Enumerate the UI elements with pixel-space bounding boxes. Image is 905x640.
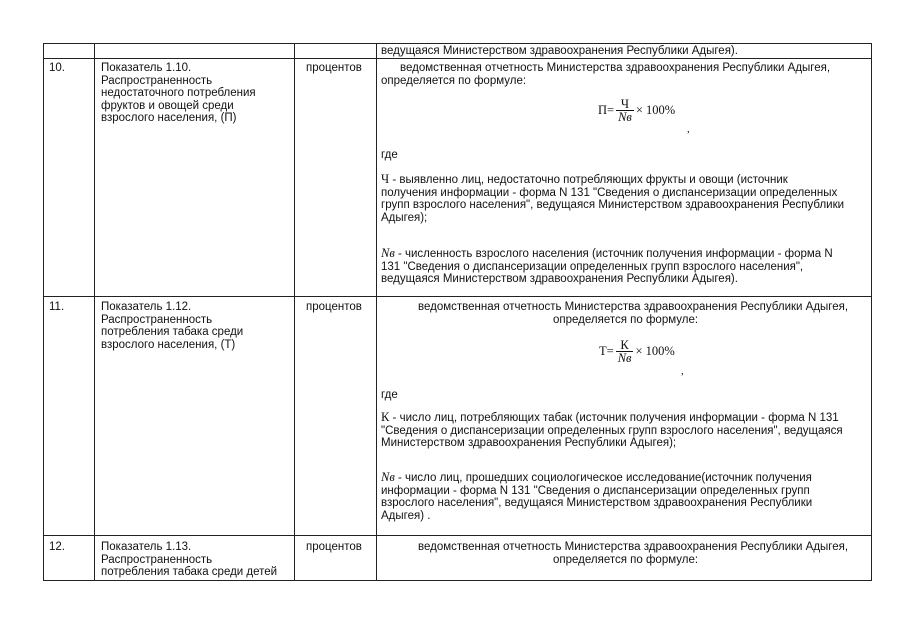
indicator-name: Показатель 1.13. Распространенность потребления табака среди детей	[101, 541, 278, 578]
table-rule	[43, 58, 872, 59]
unit: процентов	[306, 301, 362, 313]
intro-line: ведомственная отчетность Министерства здравоохранения Республики Адыгея,	[418, 541, 849, 553]
unit: процентов	[306, 62, 362, 74]
continuation-text: ведущаяся Министерством здравоохранения Республики Адыгея).	[381, 45, 738, 57]
definition: Nв - число лиц, прошедших социологическое исследование(источник получения информации - форма N 131 "Сведения о диспансеризации определенных групп взрослого населения", ведущаяся Министерством здравоохранения Республики Адыгея) .	[381, 470, 813, 522]
table-rule	[871, 43, 872, 581]
formula: Т= $\frac{К}{Nв}$ × 100%	[599, 338, 675, 365]
indicator-name: Показатель 1.12. Распространенность потребления табака среди взрослого населения, (Т)	[101, 301, 244, 351]
table-rule	[43, 580, 872, 581]
row-number: 12.	[49, 541, 65, 553]
indicator-name: Показатель 1.10. Распространенность недостаточного потребления фруктов и овощей среди взрослого населения, (П)	[101, 62, 256, 124]
formula-comma: ,	[687, 123, 690, 135]
where-label: где	[381, 149, 398, 161]
table-rule	[43, 535, 872, 536]
table-rule	[43, 43, 44, 581]
formula-comma: ,	[681, 365, 684, 377]
table-rule	[43, 296, 872, 297]
where-label: где	[381, 389, 398, 401]
indicator-table	[43, 43, 872, 581]
definition: Nв - численность взрослого населения (источник получения информации - форма N 131 "Сведения о диспансеризации определенных групп взрослого населения", ведущаяся Министерством здравоохранения Республики Адыгея).	[381, 246, 833, 285]
definition: К - число лиц, потребляющих табак (источник получения информации - форма N 131 "Сведения о диспансеризации определенных групп взрослого населения", ведущаяся Министерством здравоохранения Республики Адыгея);	[381, 410, 843, 449]
table-rule	[43, 43, 872, 44]
unit: процентов	[306, 541, 362, 553]
intro-line: определяется по формуле:	[381, 75, 527, 87]
table-rule	[94, 43, 95, 581]
table-rule	[294, 43, 295, 581]
intro-line: ведомственная отчетность Министерства здравоохранения Республики Адыгея,	[400, 62, 831, 74]
intro-line: ведомственная отчетность Министерства здравоохранения Республики Адыгея,	[418, 301, 849, 313]
intro-line: определяется по формуле:	[553, 314, 699, 326]
formula: П= $\frac{Ч}{Nв}$ × 100%	[598, 97, 676, 124]
row-number: 10.	[49, 62, 65, 74]
definition: Ч - выявленно лиц, недостаточно потребляющих фрукты и овощи (источник получения информации - форма N 131 "Сведения о диспансеризации определенных групп взрослого населения", ведущаяся Министерством здравоохранения Республики Адыгея);	[381, 172, 845, 224]
intro-line: определяется по формуле:	[553, 554, 699, 566]
row-number: 11.	[49, 301, 65, 313]
table-rule	[376, 43, 377, 581]
